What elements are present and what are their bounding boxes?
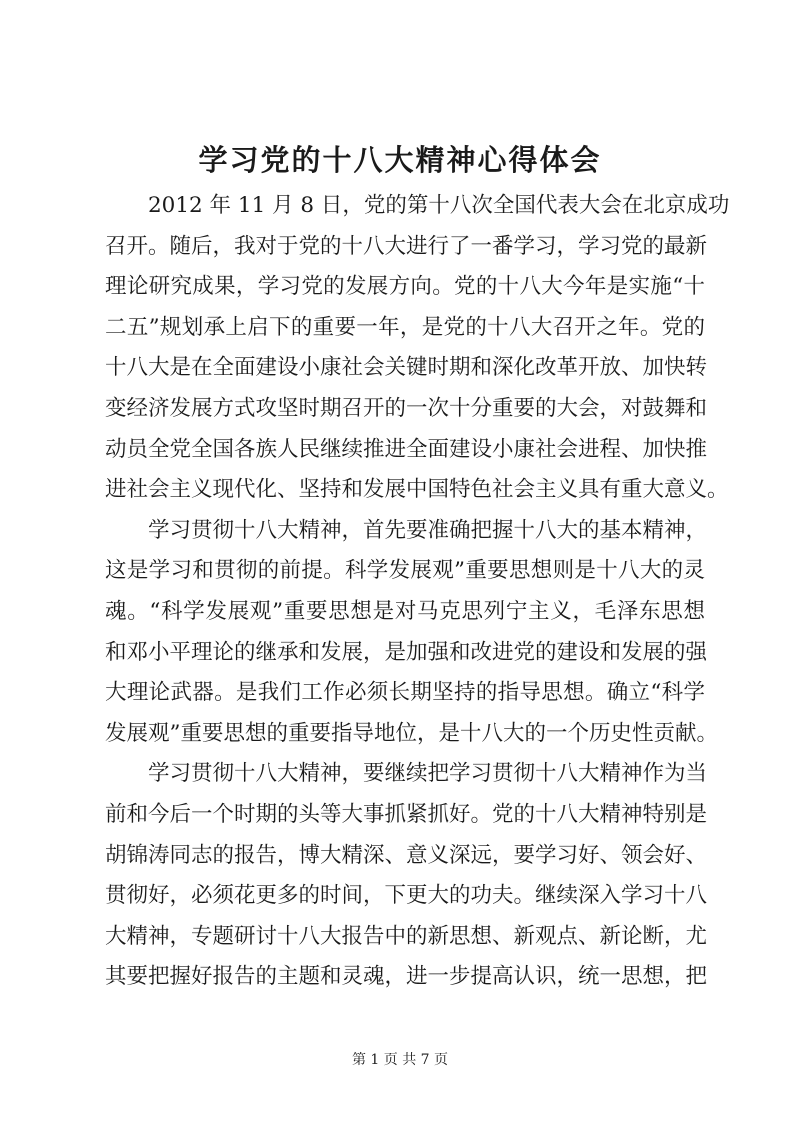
text-line: 变经济发展方式攻坚时期召开的一次十分重要的大会，对鼓舞和 <box>105 395 708 421</box>
text-line: 2012 年 11 月 8 日，党的第十八次全国代表大会在北京成功 <box>148 193 730 218</box>
text-line: 二五”规划承上启下的重要一年，是党的十八大召开之年。党的 <box>105 314 705 340</box>
text-line: 这是学习和贯彻的前提。科学发展观”重要思想则是十八大的灵 <box>105 558 705 584</box>
text-line: 学习贯彻十八大精神，要继续把学习贯彻十八大精神作为当 <box>148 761 708 787</box>
text-line: 大理论武器。是我们工作必须长期坚持的指导思想。确立“科学 <box>105 680 705 706</box>
text-line: 魂。“科学发展观”重要思想是对马克思列宁主义，毛泽东思想 <box>105 598 705 624</box>
text-line: 大精神，专题研讨十八大报告中的新思想、新观点、新论断，尤 <box>105 923 708 949</box>
text-line: 贯彻好，必须花更多的时间，下更大的功夫。继续深入学习十八 <box>105 883 708 909</box>
text-line: 发展观”重要思想的重要指导地位，是十八大的一个历史性贡献。 <box>105 720 718 746</box>
text-line: 其要把握好报告的主题和灵魂，进一步提高认识，统一思想，把 <box>105 964 708 990</box>
page-number-footer: 第 1 页 共 7 页 <box>351 1052 449 1068</box>
text-line: 和邓小平理论的继承和发展，是加强和改进党的建设和发展的强 <box>105 639 708 665</box>
text-line: 学习贯彻十八大精神，首先要准确把握十八大的基本精神， <box>148 517 708 543</box>
text-line: 胡锦涛同志的报告，博大精深、意义深远，要学习好、领会好、 <box>105 842 708 868</box>
document-body <box>105 186 730 998</box>
document-title: 学习党的十八大精神心得体会 <box>198 143 602 177</box>
text-line: 召开。随后，我对于党的十八大进行了一番学习，学习党的最新 <box>105 233 708 259</box>
text-line: 十八大是在全面建设小康社会关键时期和深化改革开放、加快转 <box>105 355 708 381</box>
text-line: 进社会主义现代化、坚持和发展中国特色社会主义具有重大意义。 <box>105 477 729 503</box>
text-line: 理论研究成果，学习党的发展方向。党的十八大今年是实施“十 <box>105 274 705 300</box>
text-line: 前和今后一个时期的头等大事抓紧抓好。党的十八大精神特别是 <box>105 801 708 827</box>
text-line: 动员全党全国各族人民继续推进全面建设小康社会进程、加快推 <box>105 436 708 462</box>
